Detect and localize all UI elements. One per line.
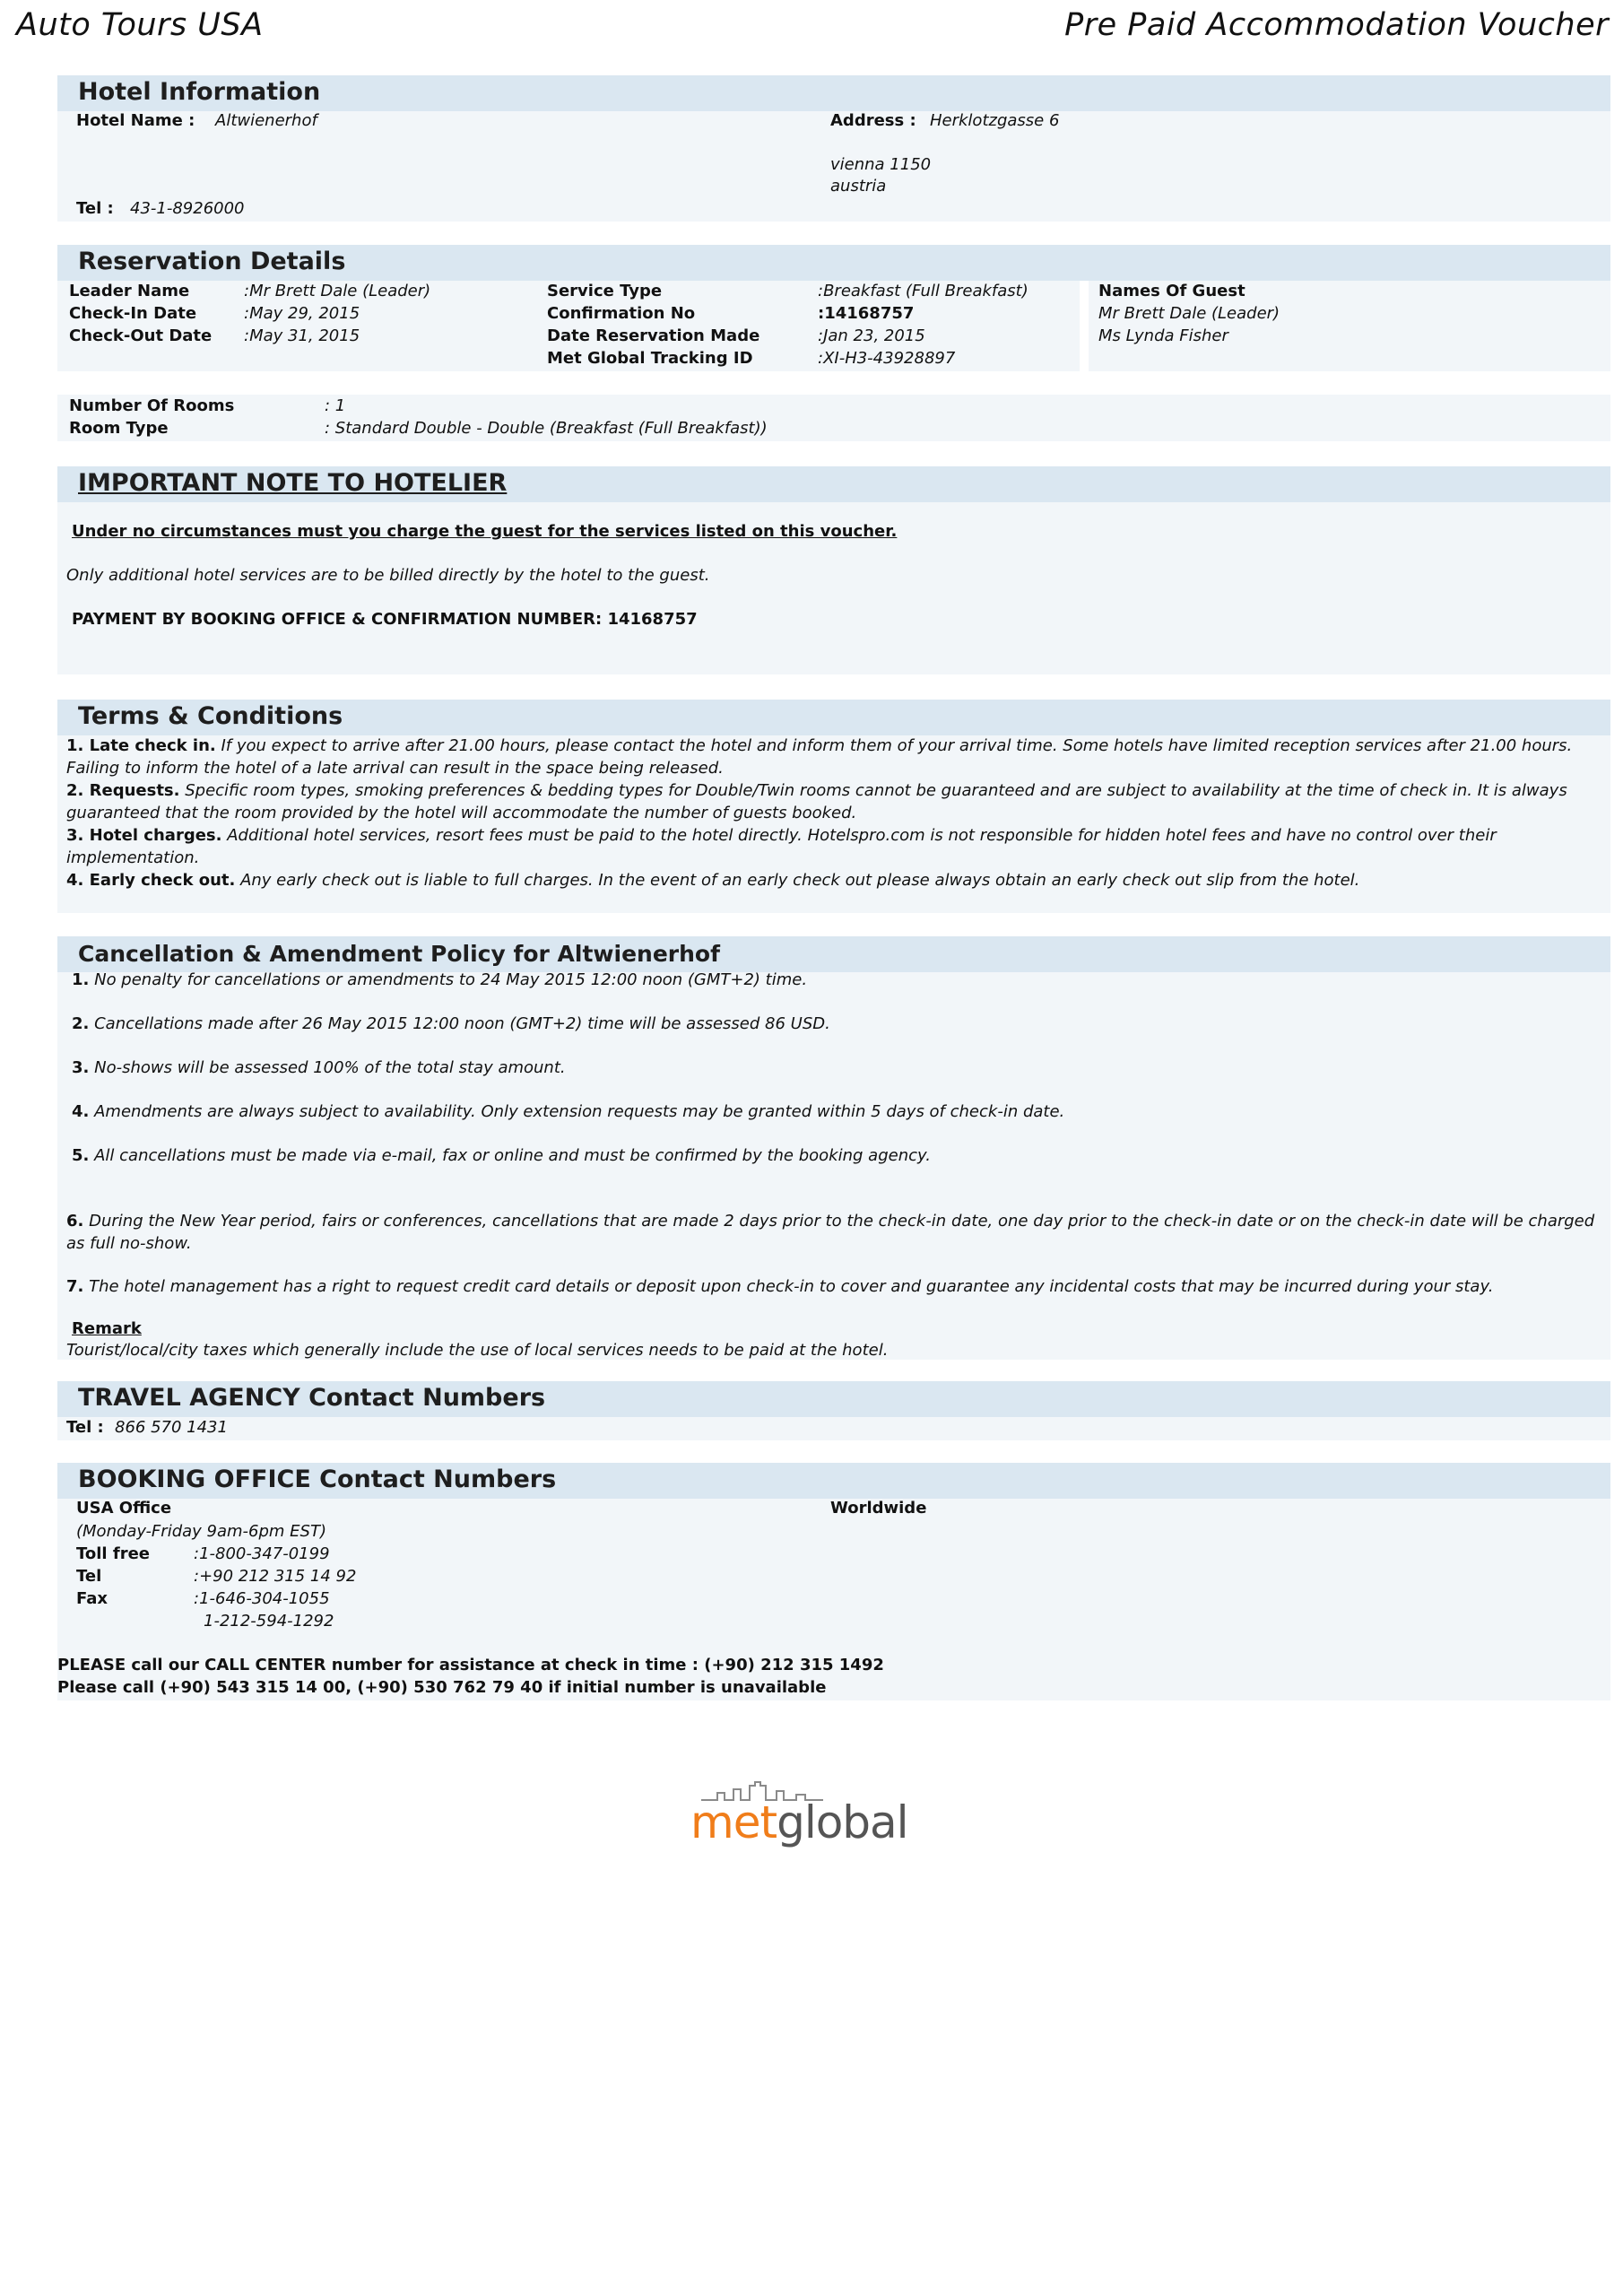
cancel-item-7 <box>66 1275 1601 1298</box>
term-text: Any early check out is liable to full charges. In the event of an early check out please always obtain an early check out slip from the hotel. <box>240 871 1360 890</box>
cancellation-header <box>57 936 1610 972</box>
travel-agency-header <box>57 1381 1610 1417</box>
reservation-title: Reservation Details <box>78 248 346 275</box>
leader-value: :Mr Brett Dale (Leader) <box>244 282 431 300</box>
important-title: IMPORTANT NOTE TO HOTELIER <box>78 469 508 497</box>
address-line3: austria <box>830 177 887 196</box>
item-number: 1. <box>72 970 90 989</box>
terms-header <box>57 700 1610 735</box>
tollfree-label: Toll free <box>76 1544 150 1563</box>
travel-agency-title: TRAVEL AGENCY Contact Numbers <box>78 1384 546 1412</box>
term-text: If you expect to arrive after 21.00 hours, please contact the hotel and inform them of your arrival time. Some hotels have limited reception services after 21.00 hours. Failing to inform the hotel of a late arrival can result in the space being released. <box>66 736 1573 778</box>
tracking-label: Met Global Tracking ID <box>547 349 753 368</box>
term-label: 3. Hotel charges. <box>66 826 222 845</box>
checkout-label: Check-Out Date <box>69 326 213 345</box>
term-2 <box>66 779 1601 824</box>
item-number: 3. <box>72 1058 90 1077</box>
fax-value-1: :1-646-304-1055 <box>194 1589 330 1608</box>
cancel-item-4 <box>72 1100 1607 1123</box>
address-line1: Herklotzgasse 6 <box>930 111 1060 130</box>
rooms-value: : 1 <box>325 396 346 415</box>
rooms-label: Number Of Rooms <box>69 396 235 415</box>
cancellation-title: Cancellation & Amendment Policy for Altwienerhof <box>78 941 720 967</box>
payment-line: PAYMENT BY BOOKING OFFICE & CONFIRMATION NUMBER: 14168757 <box>72 610 698 629</box>
remark-label: Remark <box>72 1319 142 1338</box>
item-text: The hotel management has a right to request credit card details or deposit upon check-in to cover and guarantee any incidental costs that may be incurred during your stay. <box>89 1277 1494 1296</box>
cancel-item-5 <box>72 1144 1607 1167</box>
cancel-item-2 <box>72 1013 1607 1035</box>
item-text: No-shows will be assessed 100% of the total stay amount. <box>94 1058 566 1077</box>
checkin-value: :May 29, 2015 <box>244 304 360 323</box>
office-tel-label: Tel <box>76 1567 102 1586</box>
hotel-tel-value: 43-1-8926000 <box>130 199 245 218</box>
room-type-label: Room Type <box>69 419 169 438</box>
worldwide-label: Worldwide <box>830 1499 927 1518</box>
item-number: 4. <box>72 1102 90 1121</box>
leader-label: Leader Name <box>69 282 190 300</box>
office-tel-value: :+90 212 315 14 92 <box>194 1567 357 1586</box>
metglobal-logo <box>690 1780 977 1852</box>
service-type-label: Service Type <box>547 282 663 300</box>
date-made-label: Date Reservation Made <box>547 326 760 345</box>
date-made-value: :Jan 23, 2015 <box>818 326 925 345</box>
item-number: 7. <box>66 1277 84 1296</box>
hotel-info-title: Hotel Information <box>78 78 321 106</box>
office-hours: (Monday-Friday 9am-6pm EST) <box>76 1522 326 1541</box>
rooms-panel <box>57 395 1610 441</box>
item-text: All cancellations must be made via e-mail, fax or online and must be confirmed by the booking agency. <box>94 1146 931 1165</box>
term-3 <box>66 824 1601 869</box>
item-text: Amendments are always subject to availability. Only extension requests may be granted within 5 days of check-in date. <box>94 1102 1065 1121</box>
usa-office-label: USA Office <box>76 1499 172 1518</box>
room-type-value: : Standard Double - Double (Breakfast (Full Breakfast)) <box>325 419 768 438</box>
logo-global: global <box>777 1796 908 1848</box>
item-number: 2. <box>72 1014 90 1033</box>
term-label: 4. Early check out. <box>66 871 236 890</box>
cancel-item-6 <box>66 1210 1601 1255</box>
fax-value-2: 1-212-594-1292 <box>204 1612 334 1631</box>
address-line2: vienna 1150 <box>830 155 932 174</box>
travel-agency-panel <box>57 1417 1610 1440</box>
term-label: 1. Late check in. <box>66 736 216 755</box>
hotel-tel-label: Tel : <box>76 199 114 218</box>
address-label: Address : <box>830 111 916 130</box>
important-header <box>57 466 1610 502</box>
tracking-value: :XI-H3-43928897 <box>818 349 956 368</box>
guest-1: Mr Brett Dale (Leader) <box>1098 304 1280 323</box>
remark-text: Tourist/local/city taxes which generally include the use of local services needs to be paid at the hotel. <box>66 1341 889 1360</box>
checkout-value: :May 31, 2015 <box>244 326 360 345</box>
cancel-item-3 <box>72 1057 1607 1079</box>
guests-label: Names Of Guest <box>1098 282 1245 300</box>
item-text: During the New Year period, fairs or conferences, cancellations that are made 2 days prior to the check-in date, one day prior to the check-in date or on the check-in date will be charged as full no-show. <box>66 1212 1595 1253</box>
important-line-2: Only additional hotel services are to be billed directly by the hotel to the guest. <box>66 566 710 585</box>
item-text: Cancellations made after 26 May 2015 12:00 noon (GMT+2) time will be assessed 86 USD. <box>94 1014 830 1033</box>
item-text: No penalty for cancellations or amendments to 24 May 2015 12:00 noon (GMT+2) time. <box>94 970 808 989</box>
call-center-line: PLEASE call our CALL CENTER number for assistance at check in time : (+90) 212 315 1492 <box>57 1656 884 1674</box>
hotel-name-value: Altwienerhof <box>215 111 317 130</box>
checkin-label: Check-In Date <box>69 304 197 323</box>
service-type-value: :Breakfast (Full Breakfast) <box>818 282 1028 300</box>
document-title: Pre Paid Accommodation Voucher <box>1064 7 1609 43</box>
confirmation-value: :14168757 <box>818 304 915 323</box>
agency-tel-label: Tel : <box>66 1418 104 1437</box>
cancel-item-1 <box>72 969 1607 991</box>
term-text: Additional hotel services, resort fees must be paid to the hotel directly. Hotelspro.com is not responsible for hidden hotel fees and have no control over their implementation. <box>66 826 1497 867</box>
term-label: 2. Requests. <box>66 781 180 800</box>
term-4 <box>66 869 1601 891</box>
terms-title: Terms & Conditions <box>78 702 343 730</box>
item-number: 6. <box>66 1212 84 1231</box>
fax-label: Fax <box>76 1589 108 1608</box>
hotel-info-header <box>57 75 1610 111</box>
tollfree-value: :1-800-347-0199 <box>194 1544 330 1563</box>
item-number: 5. <box>72 1146 90 1165</box>
guest-2: Ms Lynda Fisher <box>1098 326 1228 345</box>
company-name: Auto Tours USA <box>16 7 264 43</box>
logo-met: met <box>690 1796 777 1848</box>
booking-office-header <box>57 1463 1610 1499</box>
term-text: Specific room types, smoking preferences & bedding types for Double/Twin rooms cannot be guaranteed and are subject to availability at the time of check in. It is always guaranteed that the room provided by the hotel will accommodate the number of guests booked. <box>66 781 1567 822</box>
hotel-name-label: Hotel Name : <box>76 111 195 130</box>
term-1 <box>66 735 1601 779</box>
booking-office-title: BOOKING OFFICE Contact Numbers <box>78 1465 557 1493</box>
reservation-header <box>57 245 1610 281</box>
agency-tel-value: 866 570 1431 <box>115 1418 228 1437</box>
confirmation-label: Confirmation No <box>547 304 696 323</box>
important-line-1: Under no circumstances must you charge the guest for the services listed on this voucher. <box>72 522 898 541</box>
alternate-numbers-line: Please call (+90) 543 315 14 00, (+90) 530 762 79 40 if initial number is unavailable <box>57 1678 827 1697</box>
